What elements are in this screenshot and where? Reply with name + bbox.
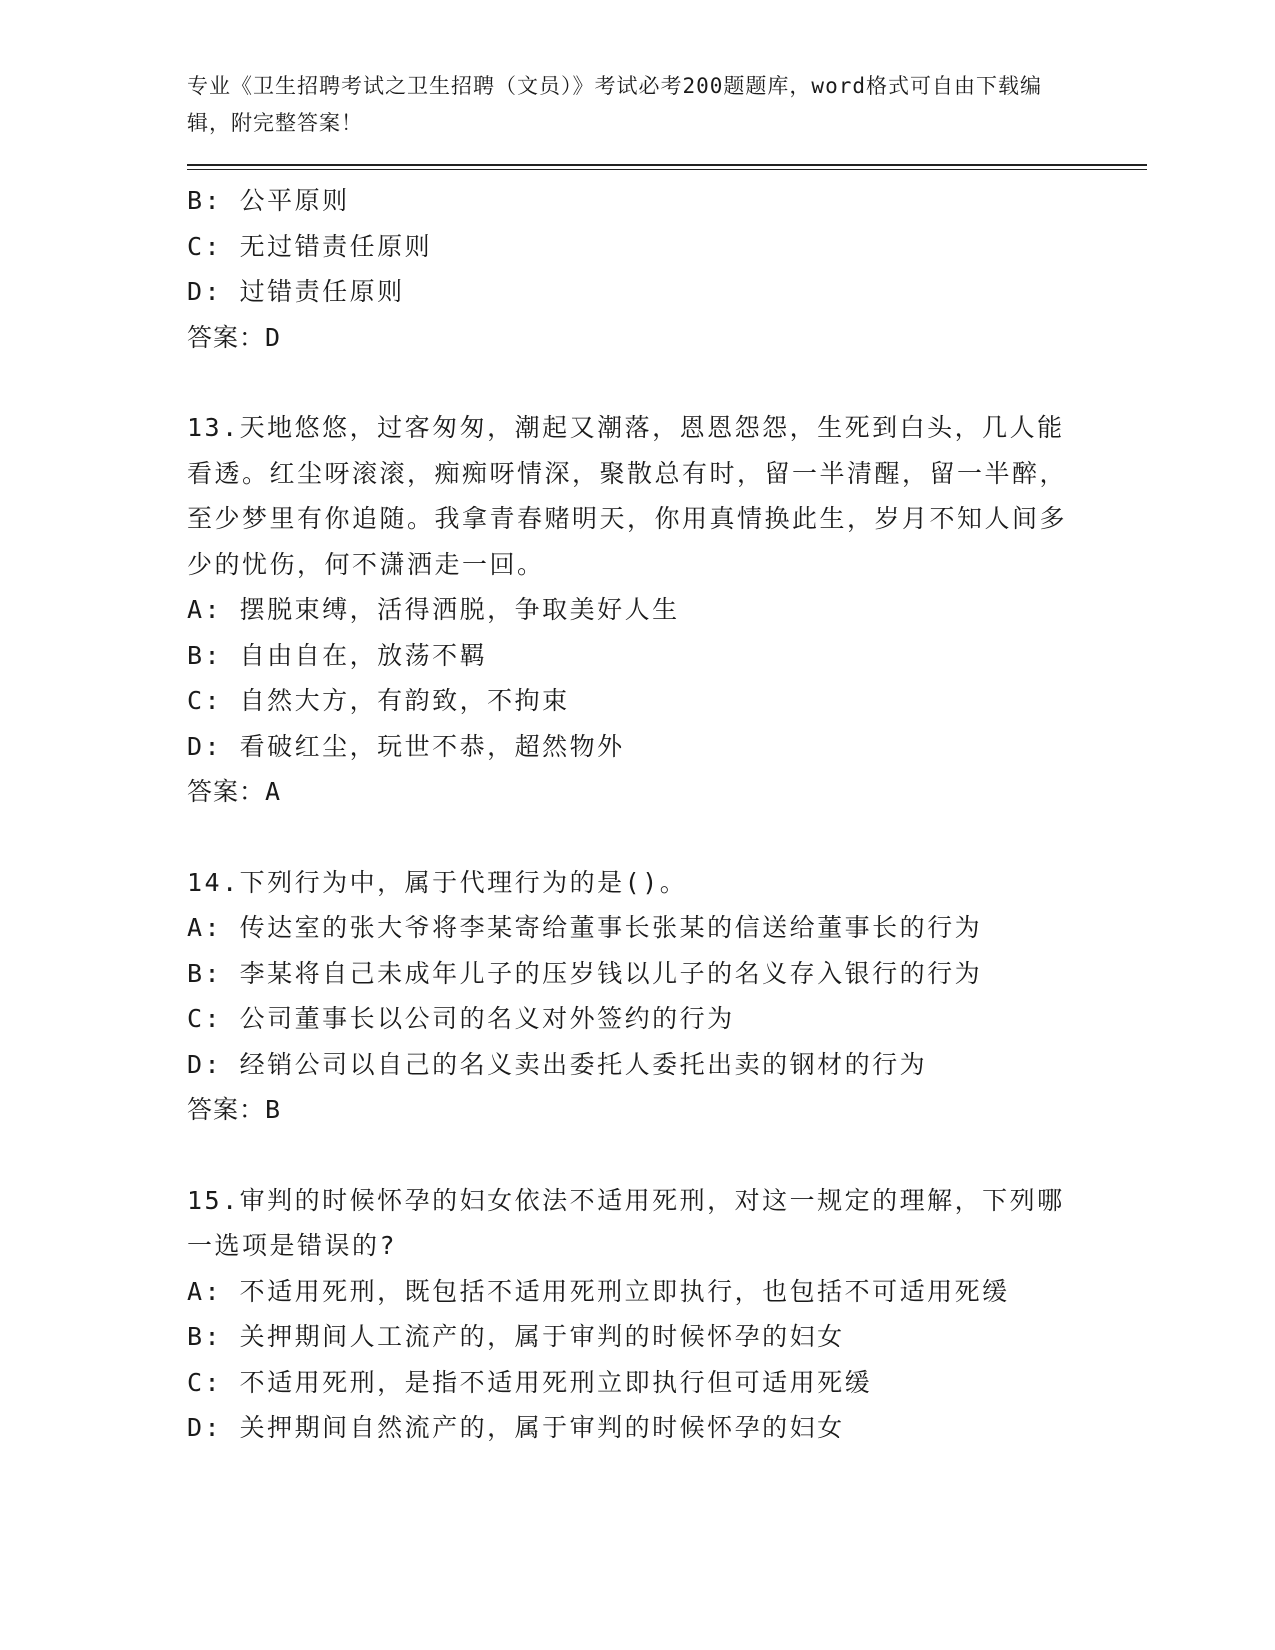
question-13 [187, 405, 1147, 815]
answer-line: 答案：A [187, 777, 282, 806]
option-c: C: 公司董事长以公司的名义对外签约的行为 [187, 1004, 735, 1033]
question-14 [187, 860, 1147, 1133]
option-a: A: 不适用死刑，既包括不适用死刑立即执行，也包括不可适用死缓 [187, 1276, 1010, 1306]
option-c: C: 自然大方，有韵致，不拘束 [187, 686, 570, 715]
option-b: B: 李某将自己未成年儿子的压岁钱以儿子的名义存入银行的行为 [187, 958, 983, 988]
option-d: D: 经销公司以自己的名义卖出委托人委托出卖的钢材的行为 [187, 1049, 928, 1079]
header-divider [187, 164, 1147, 170]
option-d: D: 看破红尘，玩世不恭，超然物外 [187, 731, 625, 761]
document-page [187, 68, 1147, 1451]
option-d: D: 关押期间自然流产的，属于审判的时候怀孕的妇女 [187, 1413, 845, 1442]
option-b: B: 自由自在，放荡不羁 [187, 640, 488, 670]
option-a: A: 传达室的张大爷将李某寄给董事长张某的信送给董事长的行为 [187, 913, 983, 942]
question-text: 15.审判的时候怀孕的妇女依法不适用死刑，对这一规定的理解，下列哪一选项是错误的? [187, 1185, 1065, 1260]
option-a: A: 摆脱束缚，活得洒脱，争取美好人生 [187, 595, 680, 624]
question-text: 14.下列行为中，属于代理行为的是()。 [187, 867, 688, 897]
answer-line: 答案：B [187, 1095, 282, 1124]
question-12-tail [187, 178, 1147, 360]
option-d: D: 过错责任原则 [187, 277, 405, 306]
option-c: C: 不适用死刑，是指不适用死刑立即执行但可适用死缓 [187, 1367, 873, 1397]
option-b: B: 公平原则 [187, 186, 350, 215]
question-list [187, 178, 1147, 1451]
option-b: B: 关押期间人工流产的，属于审判的时候怀孕的妇女 [187, 1322, 845, 1351]
question-15 [187, 1178, 1147, 1451]
question-text: 13.天地悠悠，过客匆匆，潮起又潮落，恩恩怨怨，生死到白头，几人能看透。红尘呀滚滚，痴痴呀情深，聚散总有时，留一半清醒，留一半醉，至少梦里有你追随。我拿青春赌明天，你用真情换此生，岁月不知人间多少的忧伤，何不潇洒走一回。 [187, 413, 1068, 579]
option-c: C: 无过错责任原则 [187, 231, 433, 261]
answer-line: 答案：D [187, 322, 282, 352]
document-header: 专业《卫生招聘考试之卫生招聘（文员）》考试必考200题题库，word格式可自由下载编辑，附完整答案！ [187, 74, 1042, 135]
